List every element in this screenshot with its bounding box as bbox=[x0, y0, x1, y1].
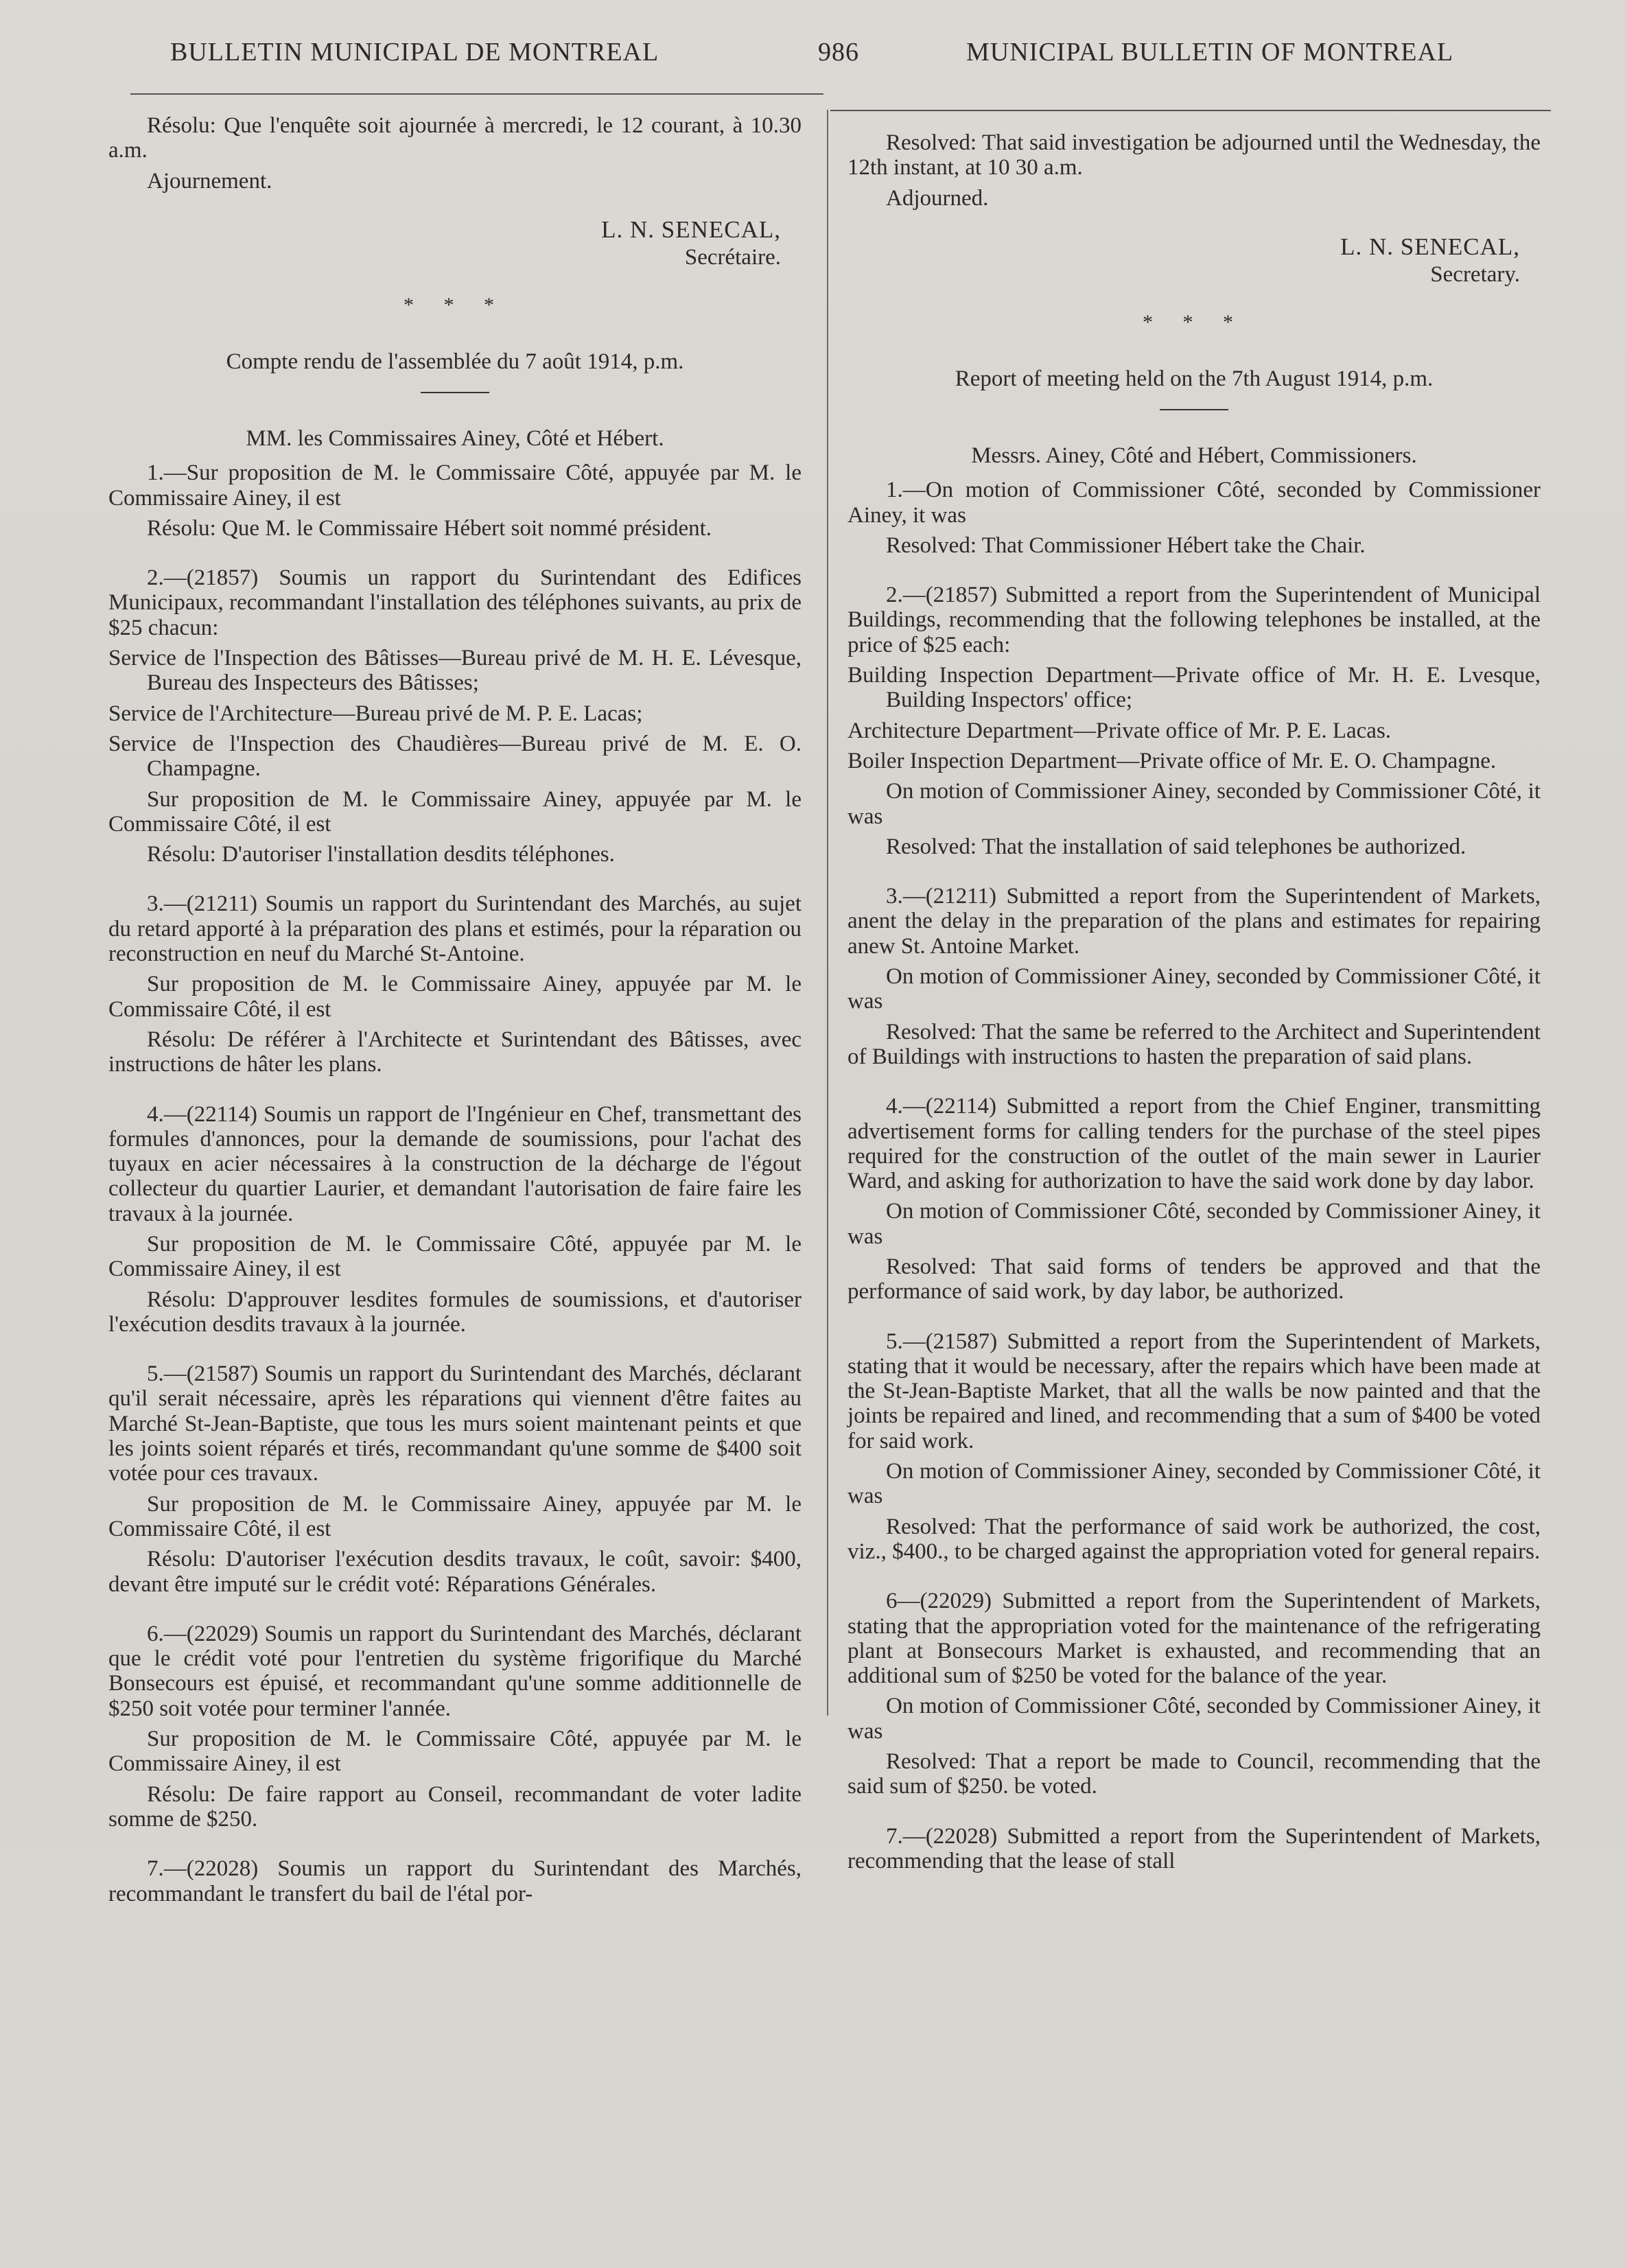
item-spacer bbox=[108, 546, 802, 565]
signature-name-en: L. N. SENECAL, bbox=[1340, 233, 1520, 260]
signature-title-fr: Secrétaire. bbox=[684, 245, 781, 270]
adjournment-resolution-fr: Résolu: Que l'enquête soit ajournée à mercredi, le 12 courant, à 10.30 a.m. bbox=[108, 113, 802, 163]
adjournment-resolution-en: Resolved: That said investigation be adjourned until the Wednesday, the 12th instant, at 10 30 a.m. bbox=[847, 130, 1541, 180]
item-2-resolution-en: Resolved: That the installation of said telephones be authorized. bbox=[886, 834, 1466, 859]
adjournment-fr: Ajournement. bbox=[147, 168, 272, 194]
item-6-resolution-fr: Résolu: De faire rapport au Conseil, recommandant de voter ladite somme de $250. bbox=[108, 1781, 802, 1832]
item-spacer bbox=[847, 1805, 1541, 1824]
signature-fr bbox=[108, 217, 781, 270]
item-spacer bbox=[108, 1342, 802, 1361]
item-2-department-1-en: Building Inspection Department—Private office of Mr. H. E. Lvesque, Building Inspectors' office; bbox=[847, 663, 1541, 713]
adjournment-en: Adjourned. bbox=[886, 185, 989, 211]
item-spacer bbox=[847, 1569, 1541, 1589]
item-spacer bbox=[108, 1837, 802, 1856]
section-separator-fr: * * * bbox=[404, 293, 506, 316]
header-title-english: MUNICIPAL BULLETIN OF MONTREAL bbox=[966, 38, 1454, 67]
header-rule-left bbox=[130, 93, 823, 95]
item-5-motion-en: On motion of Commissioner Ainey, seconded by Commissioner Côté, it was bbox=[847, 1459, 1541, 1509]
item-5-motion-fr: Sur proposition de M. le Commissaire Ainey, appuyée par M. le Commissaire Côté, il est bbox=[108, 1491, 802, 1541]
short-rule-fr bbox=[421, 392, 489, 393]
column-divider bbox=[827, 110, 828, 1716]
item-4-report-en: 4.—(22114) Submitted a report from the Chief Enginer, transmitting advertisement forms for calling tenders for the purchase of the steel pipes required for the construction of the outlet of the main sewer in Laurier Ward, and asking for authorization to have the said work done by day labor. bbox=[847, 1094, 1541, 1194]
item-5-resolution-en: Resolved: That the performance of said work be authorized, the cost, viz., $400., to be charged against the appropriation voted for general repairs. bbox=[847, 1514, 1541, 1564]
header-rule-right bbox=[830, 110, 1551, 111]
signature-en bbox=[847, 234, 1520, 288]
item-spacer bbox=[847, 563, 1541, 583]
item-6-report-en: 6—(22029) Submitted a report from the Superintendent of Markets, stating that the appropriation voted for the maintenance of the refrigerating plant at Bonsecours Market is exhausted, and recommending that an additional sum of $250 be voted for the balance of the year. bbox=[847, 1589, 1541, 1689]
item-spacer bbox=[108, 1083, 802, 1102]
item-6-motion-en: On motion of Commissioner Côté, seconded by Commissioner Ainey, it was bbox=[847, 1694, 1541, 1744]
item-2-department-2-en: Architecture Department—Private office of Mr. P. E. Lacas. bbox=[847, 718, 1392, 743]
item-1-motion-fr: 1.—Sur proposition de M. le Commissaire Côté, appuyée par M. le Commissaire Ainey, il est bbox=[108, 460, 802, 511]
item-spacer bbox=[108, 1602, 802, 1622]
item-1-resolution-fr: Résolu: Que M. le Commissaire Hébert soit nommé président. bbox=[147, 515, 712, 541]
item-1-motion-en: 1.—On motion of Commissioner Côté, seconded by Commissioner Ainey, it was bbox=[847, 478, 1541, 528]
item-3-resolution-en: Resolved: That the same be referred to the Architect and Superintendent of Buildings with instructions to hasten the preparation of said plans. bbox=[847, 1019, 1541, 1069]
report-title-en: Report of meeting held on the 7th August 1914, p.m. bbox=[955, 366, 1434, 391]
header-title-french: BULLETIN MUNICIPAL DE MONTREAL bbox=[170, 38, 659, 67]
item-spacer bbox=[847, 1310, 1541, 1329]
item-6-report-fr: 6.—(22029) Soumis un rapport du Surintendant des Marchés, déclarant que le crédit voté pour l'entretien du système frigorifique du Marché Bonsecours est épuisé, et recommandant qu'une somme additionnelle de $250 soit votée pour terminer l'année. bbox=[108, 1621, 802, 1721]
item-3-report-fr: 3.—(21211) Soumis un rapport du Surintendant des Marchés, au sujet du retard apporté à la préparation des plans et estimés, pour la réparation ou reconstruction en neuf du Marché St-Antoine. bbox=[108, 891, 802, 967]
item-2-department-3-en: Boiler Inspection Department—Private office of Mr. E. O. Champagne. bbox=[847, 748, 1497, 773]
item-5-report-en: 5.—(21587) Submitted a report from the Superintendent of Markets, stating that it would be necessary, after the repairs which have been made at the St-Jean-Baptiste Market, that all the walls be now painted and that the joints be repaired and lined, and recommending that a sum of $400 be voted for said work. bbox=[847, 1329, 1541, 1453]
item-2-resolution-fr: Résolu: D'autoriser l'installation desdits téléphones. bbox=[147, 842, 615, 867]
report-title-fr: Compte rendu de l'assemblée du 7 août 1914, p.m. bbox=[226, 349, 684, 374]
item-6-motion-fr: Sur proposition de M. le Commissaire Côté, appuyée par M. le Commissaire Ainey, il est bbox=[108, 1727, 802, 1777]
french-column bbox=[108, 113, 802, 1912]
item-7-report-fr: 7.—(22028) Soumis un rapport du Surintendant des Marchés, recommandant le transfert du bail de l'étal por- bbox=[108, 1856, 802, 1906]
item-6-resolution-en: Resolved: That a report be made to Council, recommending that the said sum of $250. be voted. bbox=[847, 1749, 1541, 1799]
item-spacer bbox=[847, 1075, 1541, 1094]
short-rule-en bbox=[1160, 409, 1228, 410]
item-5-report-fr: 5.—(21587) Soumis un rapport du Surintendant des Marchés, déclarant qu'il serait nécessaire, après les réparations qui viennent d'être faites au Marché St-Jean-Baptiste, que tous les murs soient maintenant peints et que les joints soient réparés et tirés, recommandant qu'une somme de $400 soit votée pour ces travaux. bbox=[108, 1361, 802, 1486]
item-4-motion-fr: Sur proposition de M. le Commissaire Côté, appuyée par M. le Commissaire Ainey, il est bbox=[108, 1232, 802, 1282]
english-column bbox=[847, 130, 1541, 1879]
item-2-motion-fr: Sur proposition de M. le Commissaire Ainey, appuyée par M. le Commissaire Côté, il est bbox=[108, 786, 802, 837]
item-2-motion-en: On motion of Commissioner Ainey, seconded by Commissioner Côté, it was bbox=[847, 779, 1541, 829]
item-2-report-en: 2.—(21857) Submitted a report from the Superintendent of Municipal Buildings, recommending that the following telephones be installed, at the price of $25 each: bbox=[847, 583, 1541, 657]
signature-title-en: Secretary. bbox=[1430, 262, 1520, 288]
item-2-department-3-fr: Service de l'Inspection des Chaudières—Bureau privé de M. E. O. Champagne. bbox=[108, 731, 802, 782]
item-3-report-en: 3.—(21211) Submitted a report from the Superintendent of Markets, anent the delay in the preparation of the plans and estimates for repairing anew St. Antoine Market. bbox=[847, 884, 1541, 959]
attendees-en: Messrs. Ainey, Côté and Hébert, Commissioners. bbox=[971, 443, 1417, 468]
item-3-motion-fr: Sur proposition de M. le Commissaire Ainey, appuyée par M. le Commissaire Côté, il est bbox=[108, 972, 802, 1022]
item-7-report-en: 7.—(22028) Submitted a report from the Superintendent of Markets, recommending that the lease of stall bbox=[847, 1823, 1541, 1873]
item-2-report-fr: 2.—(21857) Soumis un rapport du Surintendant des Edifices Municipaux, recommandant l'installation des téléphones suivants, au prix de $25 chacun: bbox=[108, 565, 802, 640]
item-spacer bbox=[847, 865, 1541, 884]
item-5-resolution-fr: Résolu: D'autoriser l'exécution desdits travaux, le coût, savoir: $400, devant être imputé sur le crédit voté: Réparations Générales. bbox=[108, 1547, 802, 1597]
item-4-resolution-en: Resolved: That said forms of tenders be approved and that the performance of said work, by day labor, be authorized. bbox=[847, 1254, 1541, 1305]
item-4-resolution-fr: Résolu: D'approuver lesdites formules de soumissions, et d'autoriser l'exécution desdits travaux à la journée. bbox=[108, 1287, 802, 1337]
item-4-report-fr: 4.—(22114) Soumis un rapport de l'Ingénieur en Chef, transmettant des formules d'annonces, pour la demande de soumissions, pour l'achat des tuyaux en acier nécessaires à la construction de la décharge de l'égout collecteur du quartier Laurier, et demandant l'autorisation de faire faire les travaux à la journée. bbox=[108, 1101, 802, 1226]
item-4-motion-en: On motion of Commissioner Côté, seconded by Commissioner Ainey, it was bbox=[847, 1199, 1541, 1249]
item-2-department-2-fr: Service de l'Architecture—Bureau privé de M. P. E. Lacas; bbox=[108, 701, 643, 726]
section-separator-en: * * * bbox=[1143, 310, 1246, 334]
signature-name-fr: L. N. SENECAL, bbox=[601, 215, 781, 243]
item-2-department-1-fr: Service de l'Inspection des Bâtisses—Bureau privé de M. H. E. Lévesque, Bureau des Inspecteurs des Bâtisses; bbox=[108, 646, 802, 696]
item-3-motion-en: On motion of Commissioner Ainey, seconded by Commissioner Côté, it was bbox=[847, 964, 1541, 1014]
page-number: 986 bbox=[818, 38, 859, 67]
item-1-resolution-en: Resolved: That Commissioner Hébert take the Chair. bbox=[886, 533, 1366, 558]
item-spacer bbox=[108, 872, 802, 891]
attendees-fr: MM. les Commissaires Ainey, Côté et Hébert. bbox=[246, 425, 664, 451]
item-3-resolution-fr: Résolu: De référer à l'Architecte et Surintendant des Bâtisses, avec instructions de hâter les plans. bbox=[108, 1027, 802, 1077]
